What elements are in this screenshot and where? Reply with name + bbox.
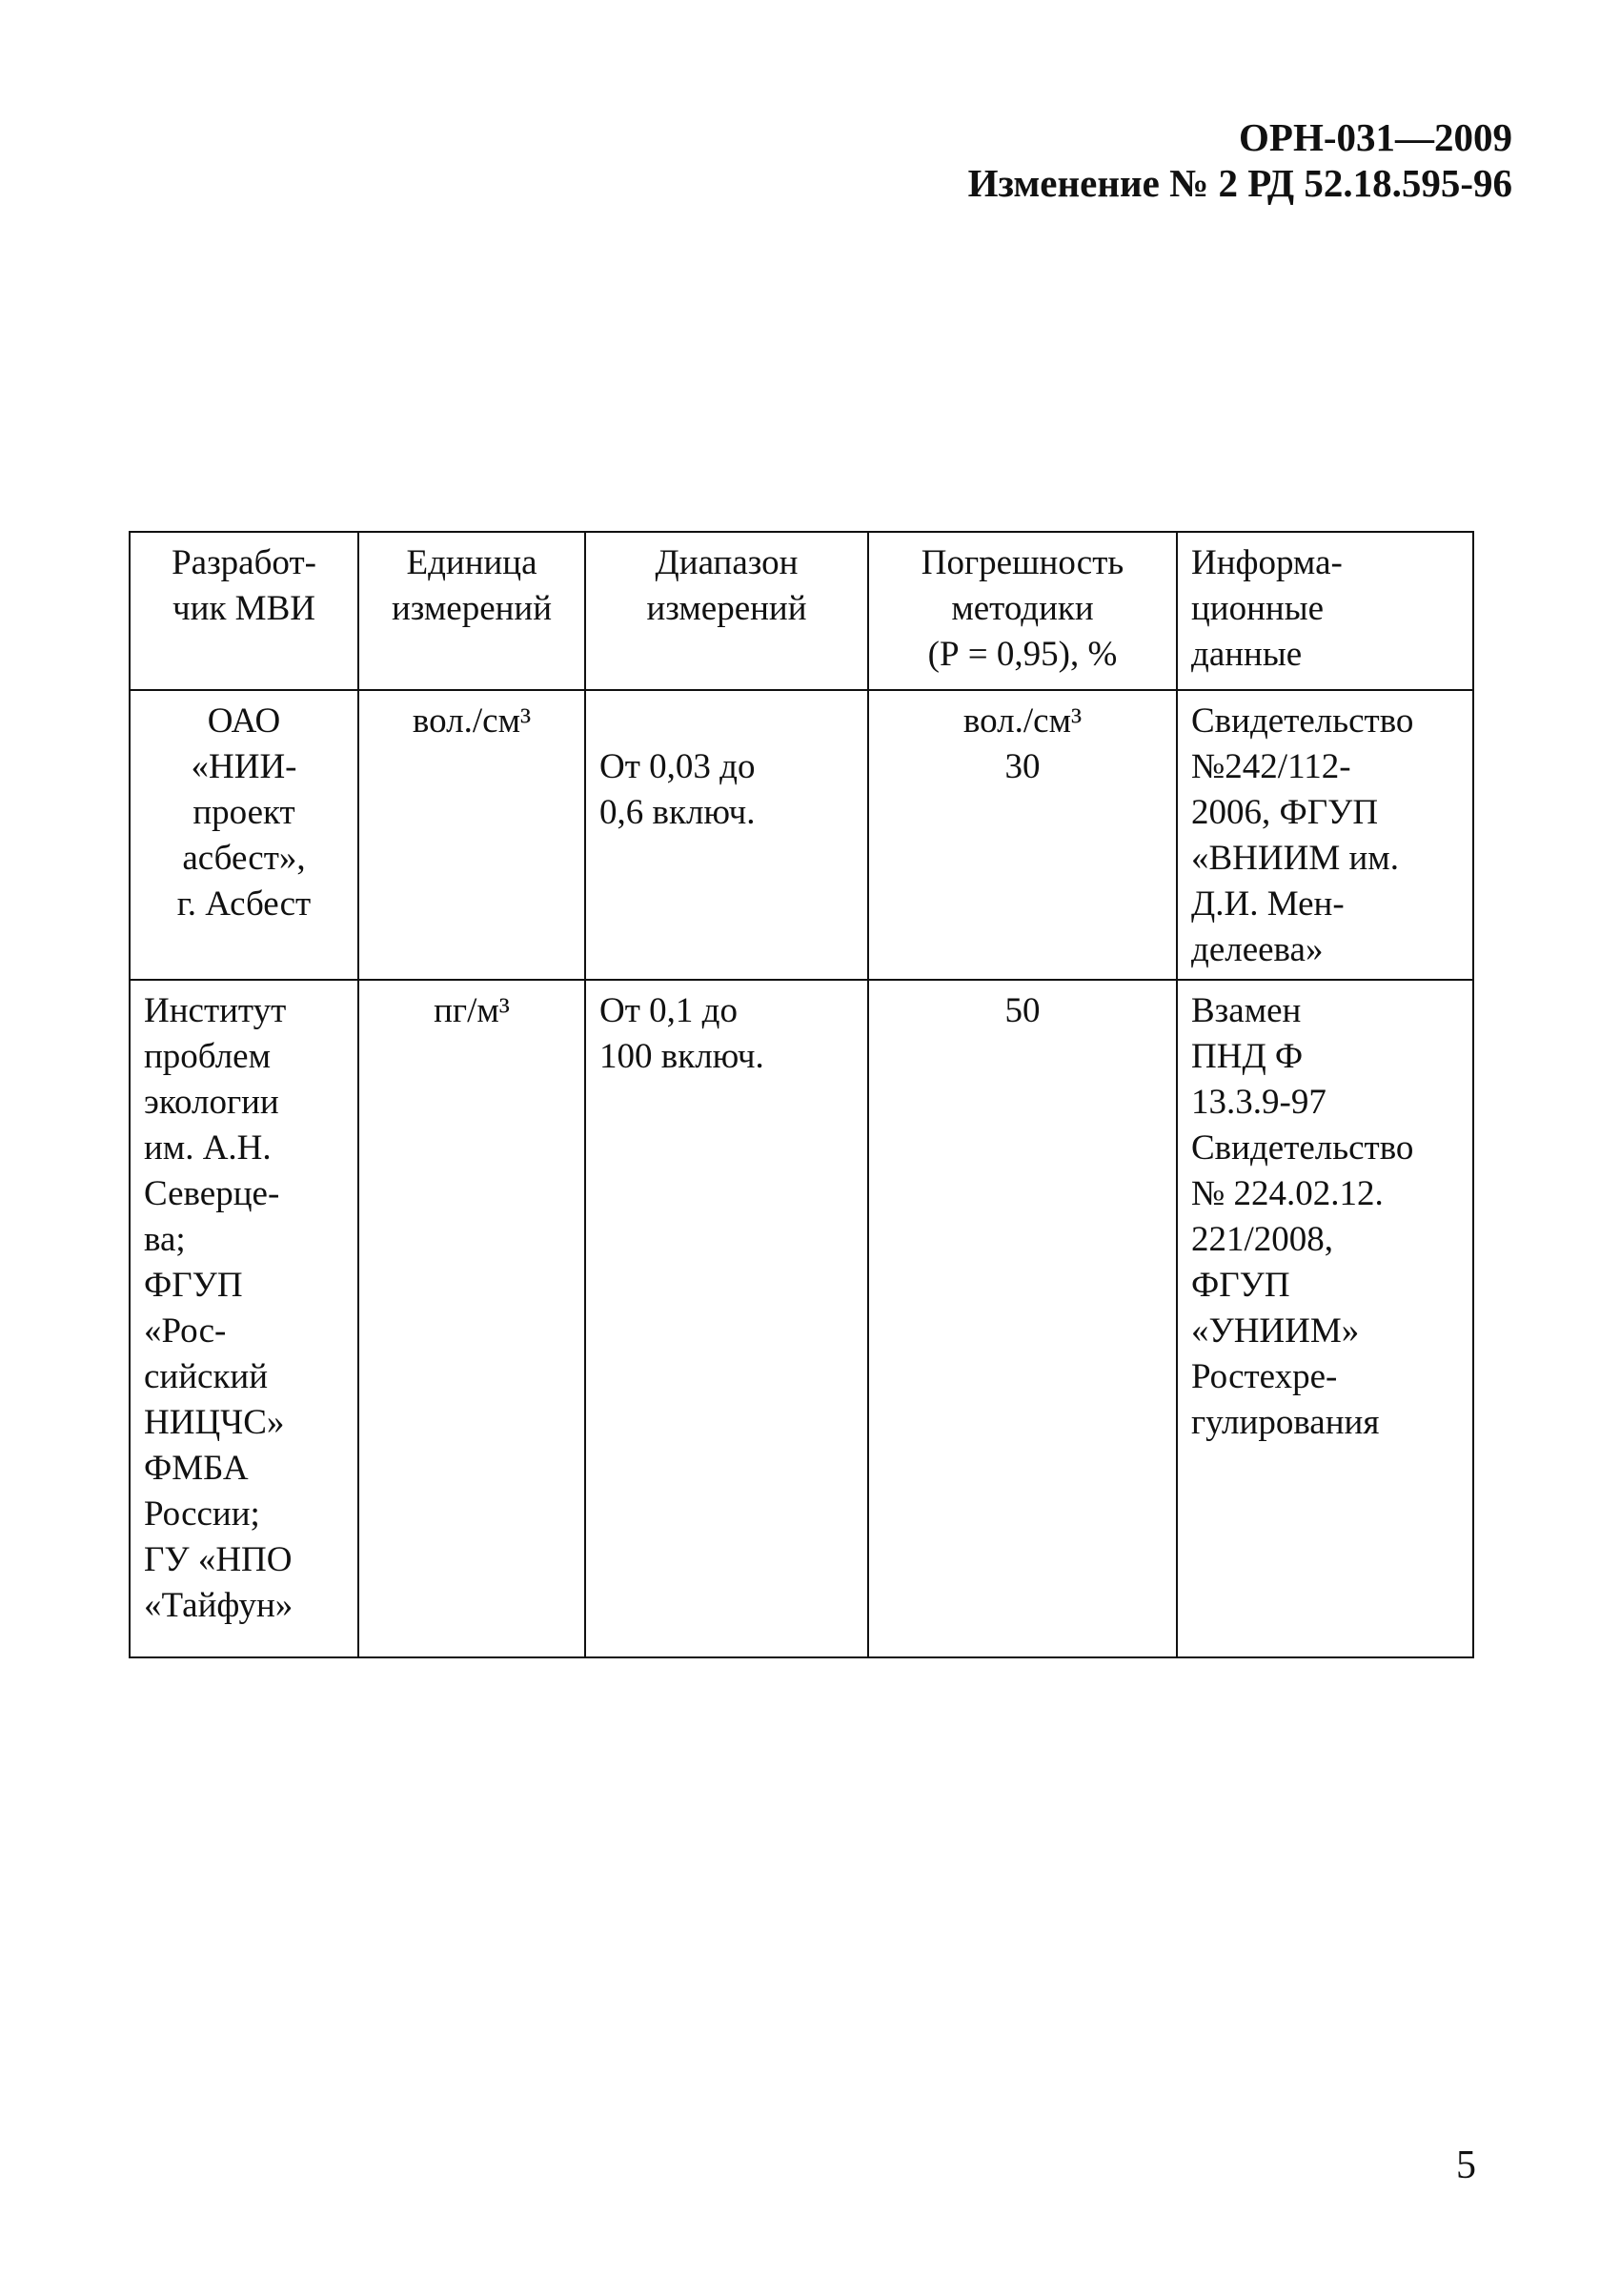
cell-range-wrapper [585,690,868,980]
cell-error-unit: вол./см³ [962,701,1083,741]
table-header-row [130,532,1473,690]
cell-developer: ОАО «НИИ- проект асбест», г. Асбест [130,690,358,980]
page-number: 5 [1456,2144,1476,2187]
column-header-range: Диапазон измерений [585,532,868,690]
methods-table [129,531,1474,1658]
cell-developer: Институт проблем экологии им. А.Н. Северце- ва; ФГУП «Рос- сийский НИЦЧС» ФМБА России; ГУ «НПО «Тайфун» [130,980,358,1657]
cell-info: Взамен ПНД Ф 13.3.9-97 Свидетельство № 224.02.12. 221/2008, ФГУП «УНИИМ» Ростехре- гулирования [1177,980,1473,1657]
amendment-title: Изменение № 2 РД 52.18.595-96 [967,161,1512,205]
cell-error: 30 [1004,747,1041,786]
cell-unit: пг/м³ [358,980,585,1657]
table-row [130,980,1473,1657]
cell-error-wrapper [868,690,1177,980]
cell-range: От 0,03 до 0,6 включ. [599,747,756,832]
cell-error: 50 [868,980,1177,1657]
column-header-unit: Единица измерений [358,532,585,690]
cell-range: От 0,1 до 100 включ. [585,980,868,1657]
document-code: ОРН-031—2009 [1239,115,1512,159]
table-row [130,690,1473,980]
cell-unit: вол./см³ [358,690,585,980]
column-header-developer: Разработ- чик МВИ [130,532,358,690]
column-header-info: Информа- ционные данные [1177,532,1473,690]
column-header-error: Погрешность методики (Р = 0,95), % [868,532,1177,690]
cell-info: Свидетельство №242/112- 2006, ФГУП «ВНИИМ им. Д.И. Мен- делеева» [1177,690,1473,980]
